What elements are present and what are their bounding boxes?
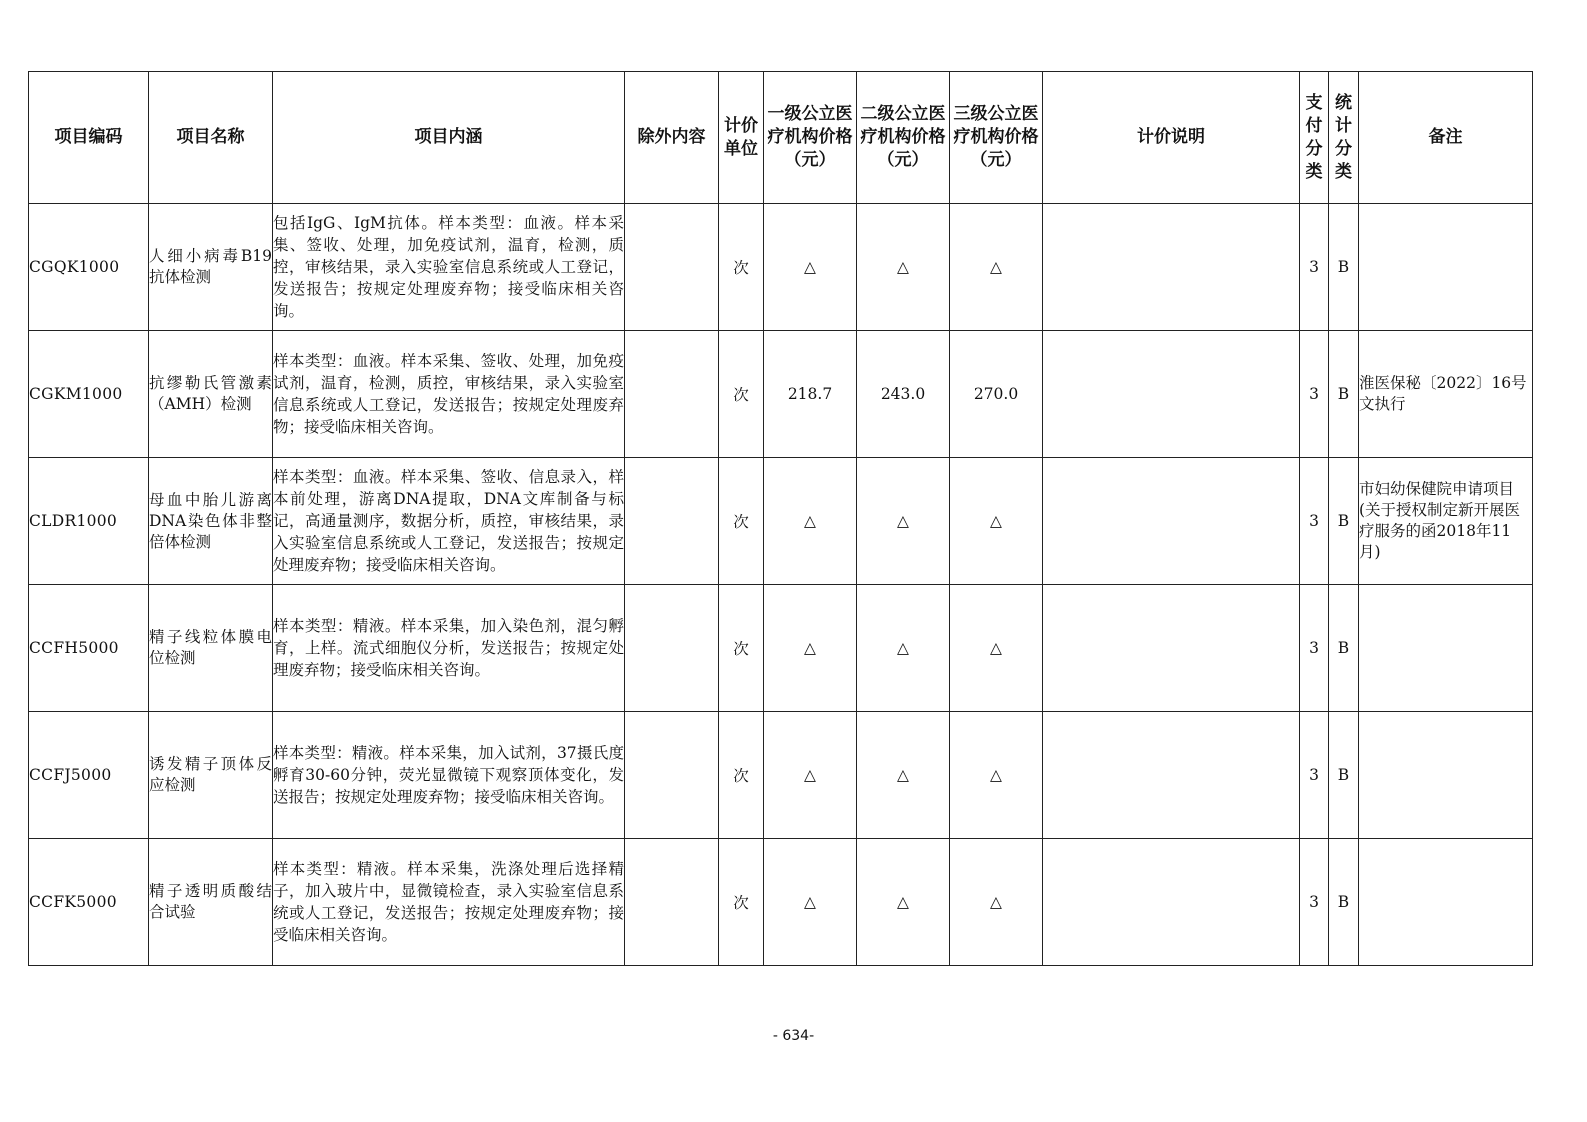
cell-payment-class: 3: [1300, 712, 1329, 839]
cell-price-level1: △: [764, 712, 857, 839]
cell-price-level2: △: [857, 458, 950, 585]
cell-name: 精子线粒体膜电位检测: [149, 585, 273, 712]
table-row: [29, 585, 1533, 712]
cell-price-level1: △: [764, 839, 857, 966]
cell-content-text: 样本类型：血液。样本采集、签收、处理，加免疫试剂，温育，检测，质控，审核结果，录入实验室信息系统或人工登记，发送报告；按规定处理废弃物；接受临床相关咨询。: [273, 352, 624, 436]
cell-name: 人细小病毒B19抗体检测: [149, 204, 273, 331]
cell-remark: 淮医保秘〔2022〕16号文执行: [1359, 331, 1533, 458]
header-unit: 计价单位: [719, 72, 764, 204]
cell-content: [273, 839, 625, 966]
header-exclusion: 除外内容: [625, 72, 719, 204]
cell-remark: 市妇幼保健院申请项目(关于授权制定新开展医疗服务的函2018年11月): [1359, 458, 1533, 585]
cell-price-level3: △: [950, 458, 1043, 585]
table-row: [29, 839, 1533, 966]
cell-code: CGKM1000: [29, 331, 149, 458]
cell-code: CCFH5000: [29, 585, 149, 712]
cell-pricing-note: [1043, 839, 1300, 966]
cell-price-level3: △: [950, 712, 1043, 839]
table-row: [29, 204, 1533, 331]
table-body: [29, 204, 1533, 966]
cell-price-level3: △: [950, 585, 1043, 712]
cell-content: [273, 585, 625, 712]
header-remark: 备注: [1359, 72, 1533, 204]
cell-name: 抗缪勒氏管激素（AMH）检测: [149, 331, 273, 458]
cell-unit: 次: [719, 712, 764, 839]
cell-code: CCFJ5000: [29, 712, 149, 839]
table-row: [29, 458, 1533, 585]
cell-stat-class: B: [1329, 331, 1359, 458]
cell-payment-class: 3: [1300, 585, 1329, 712]
cell-pricing-note: [1043, 712, 1300, 839]
cell-payment-class: 3: [1300, 458, 1329, 585]
cell-exclusion: [625, 458, 719, 585]
cell-content: [273, 204, 625, 331]
cell-price-level2: 243.0: [857, 331, 950, 458]
cell-stat-class: B: [1329, 458, 1359, 585]
cell-content-text: 包括IgG、IgM抗体。样本类型：血液。样本采集、签收、处理，加免疫试剂，温育，检测，质控，审核结果，录入实验室信息系统或人工登记，发送报告；按规定处理废弃物；接受临床相关咨询。: [273, 214, 624, 320]
table-row: [29, 331, 1533, 458]
cell-unit: 次: [719, 585, 764, 712]
cell-price-level3: 270.0: [950, 331, 1043, 458]
cell-price-level1: △: [764, 458, 857, 585]
cell-exclusion: [625, 331, 719, 458]
table-row: [29, 712, 1533, 839]
cell-remark: [1359, 585, 1533, 712]
header-price-level1: 一级公立医疗机构价格（元）: [764, 72, 857, 204]
cell-price-level3: △: [950, 839, 1043, 966]
cell-remark: [1359, 204, 1533, 331]
cell-price-level3: △: [950, 204, 1043, 331]
cell-remark: [1359, 712, 1533, 839]
price-table: [28, 71, 1533, 966]
cell-content-text: 样本类型：精液。样本采集，洗涤处理后选择精子，加入玻片中，显微镜检查，录入实验室信息系统或人工登记，发送报告；按规定处理废弃物；接受临床相关咨询。: [273, 860, 624, 944]
header-pricing-note: 计价说明: [1043, 72, 1300, 204]
cell-stat-class: B: [1329, 585, 1359, 712]
cell-stat-class: B: [1329, 204, 1359, 331]
cell-unit: 次: [719, 331, 764, 458]
cell-remark: [1359, 839, 1533, 966]
cell-pricing-note: [1043, 585, 1300, 712]
cell-content: [273, 331, 625, 458]
header-content: 项目内涵: [273, 72, 625, 204]
cell-content: [273, 458, 625, 585]
cell-unit: 次: [719, 458, 764, 585]
table-header: [29, 72, 1533, 204]
cell-exclusion: [625, 585, 719, 712]
cell-price-level1: 218.7: [764, 331, 857, 458]
cell-name: 母血中胎儿游离DNA染色体非整倍体检测: [149, 458, 273, 585]
cell-name: 精子透明质酸结合试验: [149, 839, 273, 966]
cell-price-level2: △: [857, 712, 950, 839]
cell-name: 诱发精子顶体反应检测: [149, 712, 273, 839]
cell-exclusion: [625, 839, 719, 966]
cell-price-level1: △: [764, 204, 857, 331]
cell-price-level2: △: [857, 204, 950, 331]
cell-unit: 次: [719, 839, 764, 966]
cell-payment-class: 3: [1300, 839, 1329, 966]
cell-code: CLDR1000: [29, 458, 149, 585]
page-number: - 634-: [772, 1028, 815, 1044]
cell-code: CGQK1000: [29, 204, 149, 331]
cell-code: CCFK5000: [29, 839, 149, 966]
cell-exclusion: [625, 204, 719, 331]
cell-price-level2: △: [857, 585, 950, 712]
header-name: 项目名称: [149, 72, 273, 204]
header-payment-class: 支付分类: [1300, 72, 1329, 204]
header-price-level2: 二级公立医疗机构价格（元）: [857, 72, 950, 204]
cell-price-level1: △: [764, 585, 857, 712]
cell-content-text: 样本类型：精液。样本采集，加入试剂，37摄氏度孵育30-60分钟，荧光显微镜下观察顶体变化，发送报告；按规定处理废弃物；接受临床相关咨询。: [273, 744, 624, 806]
cell-price-level2: △: [857, 839, 950, 966]
cell-content-text: 样本类型：血液。样本采集、签收、信息录入，样本前处理，游离DNA提取，DNA文库制备与标记，高通量测序，数据分析，质控，审核结果，录入实验室信息系统或人工登记，发送报告；按规定处理废弃物；接受临床相关咨询。: [273, 468, 624, 574]
cell-pricing-note: [1043, 331, 1300, 458]
cell-pricing-note: [1043, 204, 1300, 331]
cell-stat-class: B: [1329, 839, 1359, 966]
cell-stat-class: B: [1329, 712, 1359, 839]
header-price-level3: 三级公立医疗机构价格（元）: [950, 72, 1043, 204]
cell-content-text: 样本类型：精液。样本采集，加入染色剂，混匀孵育，上样。流式细胞仪分析，发送报告；按规定处理废弃物；接受临床相关咨询。: [273, 617, 624, 679]
cell-payment-class: 3: [1300, 331, 1329, 458]
header-code: 项目编码: [29, 72, 149, 204]
cell-content: [273, 712, 625, 839]
cell-exclusion: [625, 712, 719, 839]
cell-payment-class: 3: [1300, 204, 1329, 331]
cell-unit: 次: [719, 204, 764, 331]
cell-pricing-note: [1043, 458, 1300, 585]
header-stat-class: 统计分类: [1329, 72, 1359, 204]
